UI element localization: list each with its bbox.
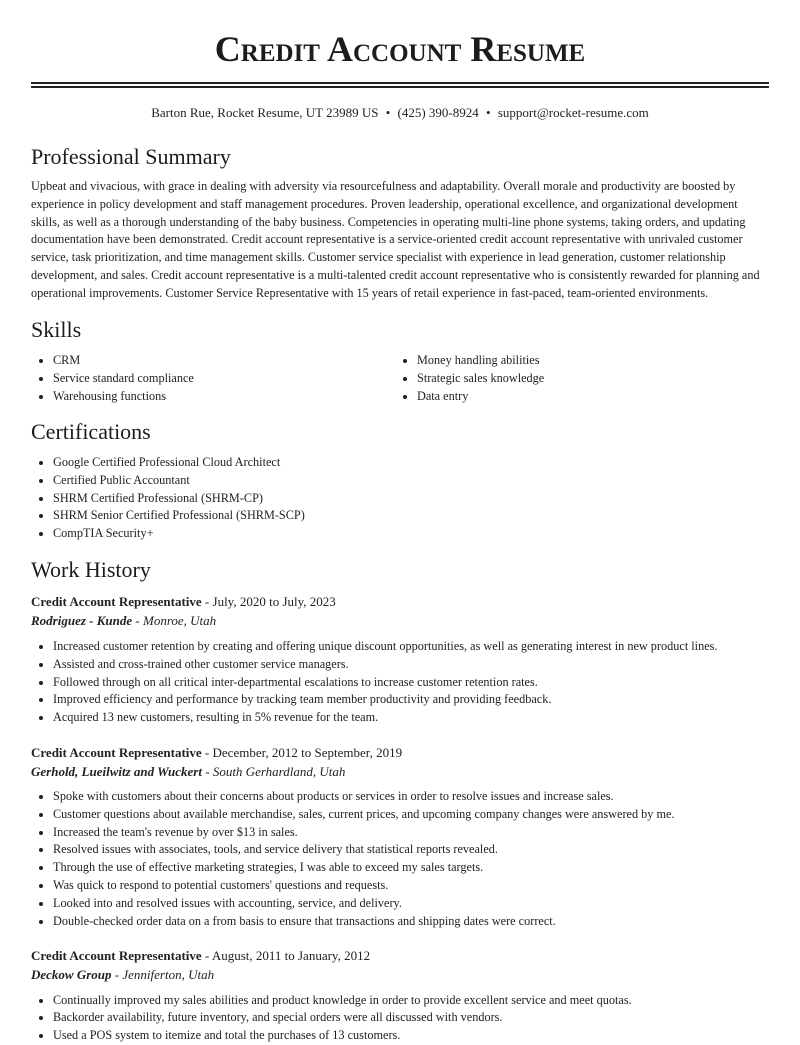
job-duty: • Increased customer retention by creating and offering unique discount opportunities, as well as generating interest in new product lines. (53, 638, 769, 656)
job-duties-list (31, 638, 769, 727)
summary-section (31, 143, 769, 303)
job-duty: • Double-checked order data on a from basis to ensure that transactions and shipping dates were correct. (53, 913, 769, 931)
job-dates: July, 2020 to July, 2023 (212, 594, 336, 610)
dash-separator: - (135, 613, 140, 629)
company-line (31, 762, 769, 781)
work-history-section (31, 556, 769, 1043)
job-duty: • Continually improved my sales abilities and product knowledge in order to provide excellent service and meet quotas. (53, 992, 769, 1010)
certification-item: • CompTIA Security+ (53, 525, 769, 543)
certification-item: • Certified Public Accountant (53, 472, 769, 490)
bullet-separator: • (486, 105, 491, 120)
skill-item: • Service standard compliance (53, 370, 395, 388)
section-heading-work-history: Work History (31, 556, 151, 582)
bullet-separator: • (385, 105, 391, 120)
job-duty: • Increased the team's revenue by over $13 in sales. (53, 824, 769, 842)
skills-section (31, 316, 769, 405)
company-location: Jenniferton, Utah (122, 966, 215, 982)
skill-item: • Data entry (417, 388, 769, 406)
job-title-line (31, 946, 769, 965)
job-title-line (31, 743, 769, 762)
skill-item: • CRM (53, 352, 395, 370)
job-title-line (31, 592, 769, 611)
contact-phone: (425) 390-8924 (397, 105, 479, 120)
job-entry (31, 743, 769, 931)
job-duty: • Assisted and cross-trained other customer service managers. (53, 656, 769, 674)
job-duty: • Followed through on all critical inter-departmental escalations to increase customer retention rates. (53, 674, 769, 692)
job-duty: • Resolved issues with associates, tools, and service delivery that statistical reports revealed. (53, 841, 769, 859)
certifications-section (31, 418, 769, 543)
company-name: Gerhold, Lueilwitz and Wuckert (31, 763, 202, 779)
company-location: Monroe, Utah (142, 613, 217, 629)
company-name: Rodriguez - Kunde (31, 613, 133, 629)
job-duty: • Acquired 13 new customers, resulting in 5% revenue for the team. (53, 709, 769, 727)
dash-separator: - (204, 744, 210, 760)
section-heading-summary: Professional Summary (31, 144, 231, 169)
section-heading-certifications: Certifications (31, 418, 151, 444)
certification-item: • SHRM Certified Professional (SHRM-CP) (53, 490, 769, 508)
job-title: Credit Account Representative (31, 947, 202, 963)
job-title: Credit Account Representative (31, 594, 202, 610)
section-heading-skills: Skills (31, 316, 82, 342)
job-duty: • Customer questions about available merchandise, sales, current prices, and upcoming company changes were answered by me. (53, 806, 769, 824)
dash-separator: - (114, 966, 120, 982)
skill-item: • Money handling abilities (417, 352, 769, 370)
contact-email: support@rocket-resume.com (497, 105, 649, 120)
job-duty: • Was quick to respond to potential customers' questions and requests. (53, 877, 769, 895)
summary-paragraph: Upbeat and vivacious, with grace in dealing with adversity via resourcefulness and adaptability. Overall morale and productivity are boosted by experience in policy development and staff management procedures. Proven leadership, operational excellence, and organizational development skills, as well as a thorough understanding of the baby business. Competencies in operating multi-line phone systems, taking orders, and updating documentation have been demonstrated. Credit account representative is a service-oriented credit account representative with unrivaled customer service, task prioritization, and time management skills. Customer service specialist with experience in lead generation, customer relationship development, and sales. Credit account representative is a multi-talented credit account representative who is consistently rewarded for planning and operational improvements. Customer Service Representative with 15 years of retail experience in fast-paced, team-oriented environments. (31, 179, 760, 300)
job-duties-list (31, 992, 769, 1043)
company-name: Deckow Group (31, 966, 112, 982)
company-line (31, 611, 769, 630)
contact-address: Barton Rue, Rocket Resume, UT 23989 US (151, 105, 379, 120)
company-line (31, 965, 769, 984)
skills-grid (31, 352, 769, 405)
dash-separator: - (204, 594, 210, 610)
job-dates: August, 2011 to January, 2012 (211, 947, 371, 963)
contact-line (31, 104, 769, 122)
job-duties-list (31, 788, 769, 930)
job-duty: • Through the use of effective marketing strategies, I was able to exceed my sales targets. (53, 859, 769, 877)
job-duty: • Improved efficiency and performance by tracking team member productivity and providing feedback. (53, 691, 769, 709)
skills-column-left (31, 352, 395, 405)
job-duty: • Looked into and resolved issues with accounting, service, and delivery. (53, 895, 769, 913)
skill-item: • Strategic sales knowledge (417, 370, 769, 388)
job-entry (31, 592, 769, 727)
certifications-list (31, 454, 769, 543)
dash-separator: - (204, 947, 210, 963)
skill-item: • Warehousing functions (53, 388, 395, 406)
dash-separator: - (205, 763, 210, 779)
job-duty: • Spoke with customers about their concerns about products or services in order to resolve issues and increase sales. (53, 788, 769, 806)
job-entry (31, 946, 769, 1043)
company-location: South Gerhardland, Utah (212, 763, 346, 779)
skills-column-right (395, 352, 769, 405)
job-duty: • Backorder availability, future inventory, and special orders were all discussed with vendors. (53, 1009, 769, 1027)
certification-item: • SHRM Senior Certified Professional (SHRM-SCP) (53, 507, 769, 525)
resume-title: Credit Account Resume (214, 29, 586, 69)
job-dates: December, 2012 to September, 2019 (212, 744, 403, 760)
job-duty: • Used a POS system to itemize and total the purchases of 13 customers. (53, 1027, 769, 1034)
double-rule-divider (31, 82, 769, 88)
certification-item: • Google Certified Professional Cloud Architect (53, 454, 769, 472)
job-title: Credit Account Representative (31, 744, 202, 760)
